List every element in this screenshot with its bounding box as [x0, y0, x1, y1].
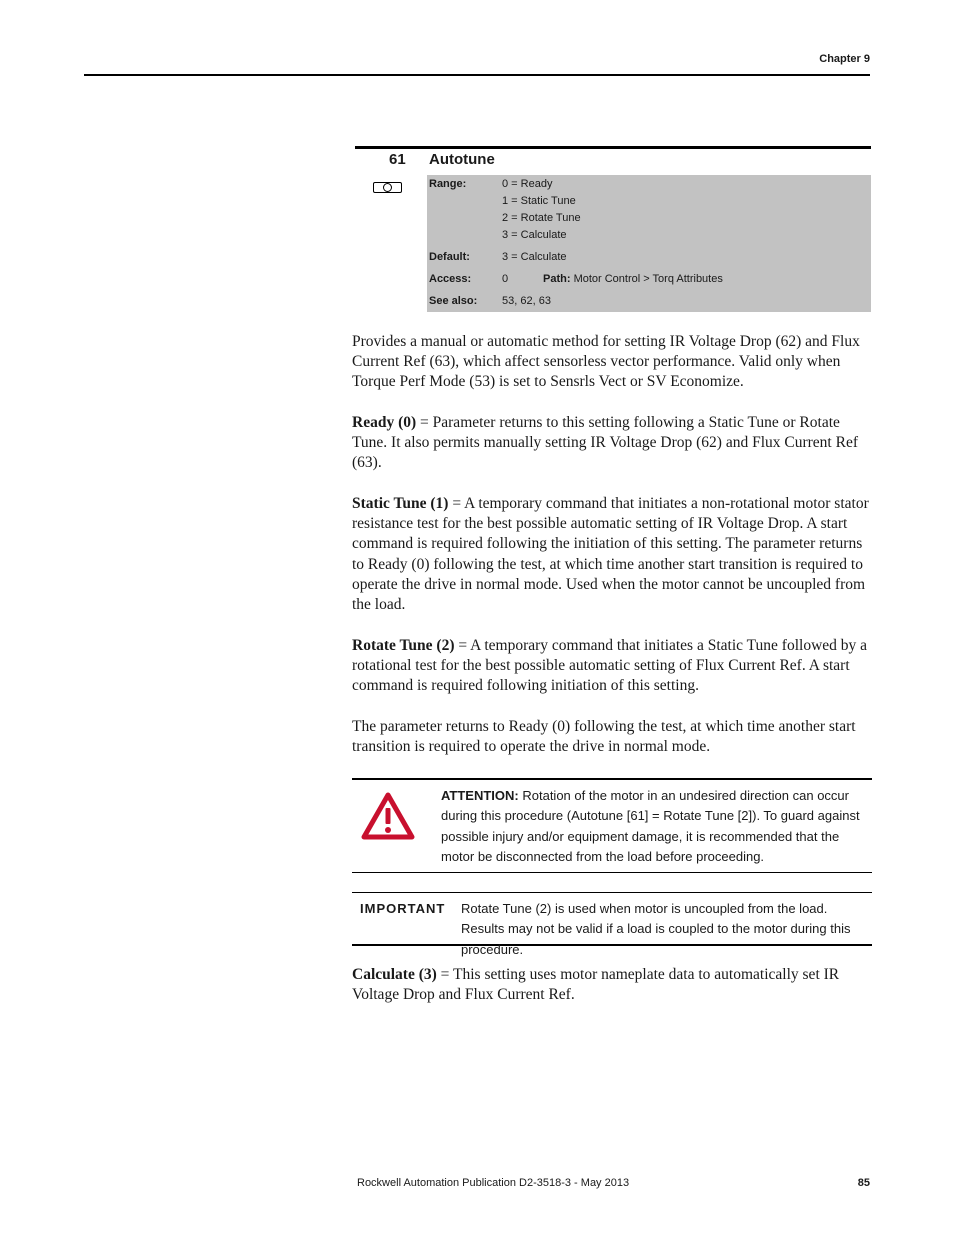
default-label: Default: [429, 251, 470, 263]
calculate-description: = This setting uses motor nameplate data to automatically set IR Voltage Drop and Flux Current Ref. [352, 966, 840, 1004]
parameter-type-icon [373, 182, 402, 193]
static-tune-description: = A temporary command that initiates a non-rotational motor stator resistance test for the best possible automatic setting of IR Voltage Drop. A start command is required following the initiation of this setting. The parameter returns to Ready (0) following the test, at which time another start transition is required to operate the drive in normal mode. Used when the motor cannot be uncoupled from the load. [352, 495, 869, 614]
parameter-rule [355, 146, 871, 149]
rotate-tune-paragraph [352, 636, 872, 697]
important-box [352, 892, 872, 957]
access-label: Access: [429, 273, 472, 285]
path-label: Path: [543, 273, 571, 285]
attention-message [441, 786, 861, 867]
important-text: Rotate Tune (2) is used when motor is uncoupled from the load. Results may not be valid if a load is coupled to the motor during this procedure. [461, 901, 851, 957]
calculate-paragraph [352, 965, 872, 1005]
parameter-name: Autotune [429, 151, 495, 168]
rotate-tune-term: Rotate Tune (2) [352, 637, 455, 654]
parameter-info-box [427, 175, 871, 312]
path-info [543, 273, 723, 285]
header-rule [84, 74, 870, 76]
range-value-0: 0 = Ready [502, 178, 553, 190]
footer-publication: Rockwell Automation Publication D2-3518-3 - May 2013 [357, 1177, 630, 1189]
chapter-label: Chapter 9 [819, 53, 870, 65]
returns-paragraph: The parameter returns to Ready (0) following the test, at which time another start transition is required to operate the drive in normal mode. [352, 718, 856, 756]
calculate-term: Calculate (3) [352, 966, 437, 983]
page-number: 85 [857, 1177, 870, 1189]
path-value: Motor Control > Torq Attributes [573, 273, 723, 285]
attention-label: ATTENTION: [441, 788, 519, 803]
important-label: IMPORTANT [360, 901, 446, 916]
ready-description: = Parameter returns to this setting following a Static Tune or Rotate Tune. It also permits manually setting IR Voltage Drop (62) and Flux Current Ref (63). [352, 414, 858, 472]
access-value: 0 [502, 273, 509, 285]
intro-paragraph: Provides a manual or automatic method for setting IR Voltage Drop (62) and Flux Current Ref (63), which affect sensorless vector performance. Valid only when Torque Perf Mode (53) is set to Sensrls Vect or SV Economize. [352, 333, 860, 391]
ready-paragraph [352, 413, 872, 474]
attention-text: Rotation of the motor in an undesired direction can occur during this procedure (Autotune [61] = Rotate Tune [2]). To guard against possible injury and/or equipment damage, it is recommended that the motor be disconnected from the load before proceeding. [441, 788, 860, 864]
attention-box [352, 778, 872, 873]
see-also-label: See also: [429, 295, 478, 307]
range-value-3: 3 = Calculate [502, 229, 567, 241]
range-value-2: 2 = Rotate Tune [502, 212, 581, 224]
ready-term: Ready (0) [352, 414, 417, 431]
default-value: 3 = Calculate [502, 251, 567, 263]
static-tune-paragraph [352, 494, 872, 615]
parameter-number: 61 [389, 151, 406, 168]
rotate-tune-description: = A temporary command that initiates a Static Tune followed by a rotational test for the best possible automatic setting of Flux Current Ref. A start command is required following initiation of this setting. [352, 637, 868, 695]
static-tune-term: Static Tune (1) [352, 495, 449, 512]
range-value-1: 1 = Static Tune [502, 195, 576, 207]
warning-triangle-icon [361, 792, 415, 840]
range-label: Range: [429, 178, 467, 190]
see-also-value: 53, 62, 63 [502, 295, 551, 307]
